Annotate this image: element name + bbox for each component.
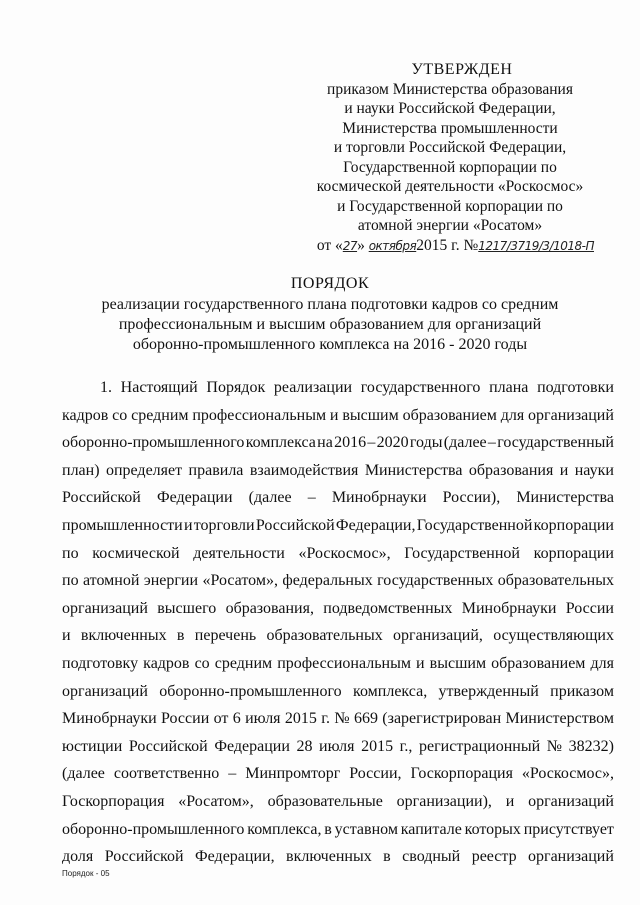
body-word: уставном [334,820,398,838]
body-word: России [161,710,210,728]
body-word: присутствует [523,820,614,838]
body-word: кадров [62,406,109,424]
body-word: включенных [80,627,167,645]
body-word: № [334,710,350,728]
body-line [62,650,614,678]
body-word: торговли [193,516,255,534]
body-word: Российской [128,737,208,755]
body-word: организации), [396,792,492,810]
body-word: «Росатом», [202,572,278,590]
body-word: приказом [550,682,614,700]
body-word: реализации [273,379,353,396]
body-word: (далее [443,434,487,452]
body-word: корпорации [533,544,614,562]
body-word: 2016 [334,434,367,452]
body-word: образования [468,461,554,479]
body-word: кадров [143,654,190,672]
body-word: атомной [82,572,140,590]
approval-line: Министерства промышленности [342,119,558,137]
body-word: России), [442,489,501,507]
title-line: реализации государственного плана подготовки кадров со средним [101,296,559,313]
body-word: комплекса [245,434,316,452]
body-word: профессиональным [277,654,411,672]
body-word: Государственной [416,516,533,534]
body-word: высшим [429,654,487,672]
body-word: Министерства [364,461,463,479]
body-word: план) [62,461,100,479]
body-word: (зарегистрирован [382,710,502,728]
body-line [62,760,614,788]
body-word: г., [399,737,413,755]
body-word: деятельности [193,544,285,562]
body-word: оборонно-промышленного [62,820,245,838]
body-line [62,512,614,540]
body-word: 6 [232,710,241,728]
body-word: организаций [62,682,148,700]
body-word: и [62,627,71,645]
body-word: для [500,406,525,424]
body-word: соответственно [113,765,220,783]
body-line [62,429,614,457]
body-word: Федерации [156,489,233,507]
body-word: капитале [400,820,462,838]
body-word: со [112,406,128,424]
body-word: июля [245,710,281,728]
approval-line: и науки Российской Федерации, [344,100,556,117]
title-line: профессиональным и высшим образованием для организаций [118,316,542,333]
body-word: в [324,820,332,838]
body-word: Госкорпорация [62,792,165,810]
handwritten-month: октября [368,238,417,253]
body-word: плана [489,379,529,396]
body-word: образования, [225,599,314,617]
body-word: и [329,406,339,424]
body-word: Минобрнауки [331,489,427,507]
body-word: России, [349,765,402,783]
body-word: Министерством [505,710,614,728]
body-word: Государственной [404,544,520,562]
body-word: взаимодействия [249,461,359,479]
body-word: 28 [296,737,313,755]
body-word: по [62,544,79,562]
approval-line: и торговли Российской Федерации, [333,139,567,156]
body-word: организаций [528,406,614,424]
body-word: образовательных [497,572,614,590]
body-word: корпорации [533,516,614,534]
body-word: со [194,654,210,672]
body-word: государственных [377,572,494,590]
body-line [62,733,614,761]
body-word: федеральных [282,572,373,590]
page-footer-label: Порядок - 05 [62,869,110,878]
body-line [62,457,614,485]
body-line [62,374,614,402]
body-word: № [546,737,563,755]
body-word: энергии [143,572,199,590]
body-word: и [183,516,193,534]
body-word: организаций, [393,627,483,645]
body-word: образованием [491,654,586,672]
body-word: 2015 [361,737,394,755]
date-mid: » [357,236,365,254]
body-word: правила [188,461,244,479]
body-word: Минпромторг [245,765,341,783]
body-word: (далее [248,489,292,507]
body-word: регистрационный [419,737,541,755]
body-word: высшим [342,406,399,424]
body-word: – [487,434,496,452]
body-word: 669 [353,710,378,728]
body-word: образовательных [266,627,383,645]
body-word: Российской [104,848,184,866]
body-word: на [317,434,333,452]
body-word: определяет [105,461,183,479]
body-word: России [565,599,614,617]
body-word: сводный [402,848,461,866]
body-word: Федерации [214,737,290,755]
body-word: Министерства [516,489,614,507]
body-word: оборонно-промышленного [62,434,245,452]
body-word: Настоящий [120,379,198,396]
body-word: – [228,765,237,783]
body-word: организаций [528,792,614,810]
approval-line: космической деятельности «Роскосмос» [316,178,584,195]
body-word: в [176,627,185,645]
approval-line: Государственной корпорации по [343,158,557,176]
body-word: Федерации, [195,848,275,866]
body-word: – [367,434,376,452]
approval-block [300,60,600,256]
body-word: комплекса, [247,820,322,838]
body-line [62,788,614,816]
body-word: государственного [360,379,481,396]
body-line [62,622,614,650]
body-line [62,816,614,844]
body-word: перечень [194,627,257,645]
body-line [62,540,614,568]
body-line [62,843,614,871]
body-word: Порядок [206,379,266,396]
body-word: «Роскосмос», [521,765,614,783]
body-word: от [213,710,229,728]
approval-line: и Государственной корпорации по [337,197,563,215]
handwritten-order-number: 1217/3719/3/1018-П [478,238,594,253]
body-word: утвержденный [438,682,539,700]
body-word: образовательные [267,792,383,810]
body-word: организаций [62,599,148,617]
body-word: промышленности [62,516,183,534]
body-word: средним [131,406,189,424]
approval-header: УТВЕРЖДЕН [411,61,513,78]
approval-line: атомной энергии «Росатом» [357,217,543,234]
body-word: «Росатом», [178,792,254,810]
body-line [62,484,614,512]
body-word: г. [321,710,330,728]
body-word: 1. [100,379,112,396]
date-prefix: от « [316,236,343,254]
document-title [60,274,600,355]
approval-line: приказом Министерства образования [327,80,573,98]
title-heading: ПОРЯДОК [290,275,370,292]
body-word: и [416,654,425,672]
handwritten-day: 27 [342,238,358,253]
body-word: – [307,489,316,507]
body-word: 2020 [376,434,409,452]
body-word: осуществляющих [493,627,614,645]
body-word: годы [409,434,443,452]
body-word: высшего [157,599,217,617]
body-line [62,595,614,623]
body-word: в [383,848,391,866]
body-word: (далее [62,765,105,783]
body-word: Российской [62,489,141,507]
body-word: включенных [286,848,372,866]
body-word: 38232) [568,737,614,755]
body-word: Минобрнауки [461,599,557,617]
body-word: реестр [471,848,517,866]
body-word: «Роскосмос», [298,544,391,562]
date-year: 2015 г. № [416,236,479,254]
body-word: подготовку [62,654,139,672]
body-word: космической [92,544,180,562]
body-line [62,678,614,706]
body-word: доля [62,848,94,866]
body-word: Федерации, [335,516,416,534]
body-line [62,567,614,595]
body-word: подготовки [537,379,614,396]
body-word: средним [214,654,273,672]
body-word: Госкорпорация [410,765,513,783]
body-word: юстиции [62,737,123,755]
body-word: июля [319,737,355,755]
body-word: и [559,461,569,479]
body-word: науки [574,461,614,479]
body-word: Минобрнауки [62,710,157,728]
body-word: подведомственных [323,599,453,617]
body-word: образованием [402,406,497,424]
body-word: Российской [255,516,335,534]
approval-date-line [300,236,600,257]
body-word: которых [464,820,521,838]
body-word: оборонно-промышленного [159,682,342,700]
body-word: комплекса, [352,682,428,700]
body-line [62,402,614,430]
body-word: организаций [528,848,614,866]
body-word: по [62,572,79,590]
body-word: государственный [497,434,614,452]
body-word: профессиональным [192,406,327,424]
body-line [62,705,614,733]
body-word: и [505,792,515,810]
body-word: для [590,654,614,672]
title-line: оборонно-промышленного комплекса на 2016 - 2020 годы [132,336,528,353]
body-word: 2015 [284,710,317,728]
body-paragraph [62,374,614,871]
